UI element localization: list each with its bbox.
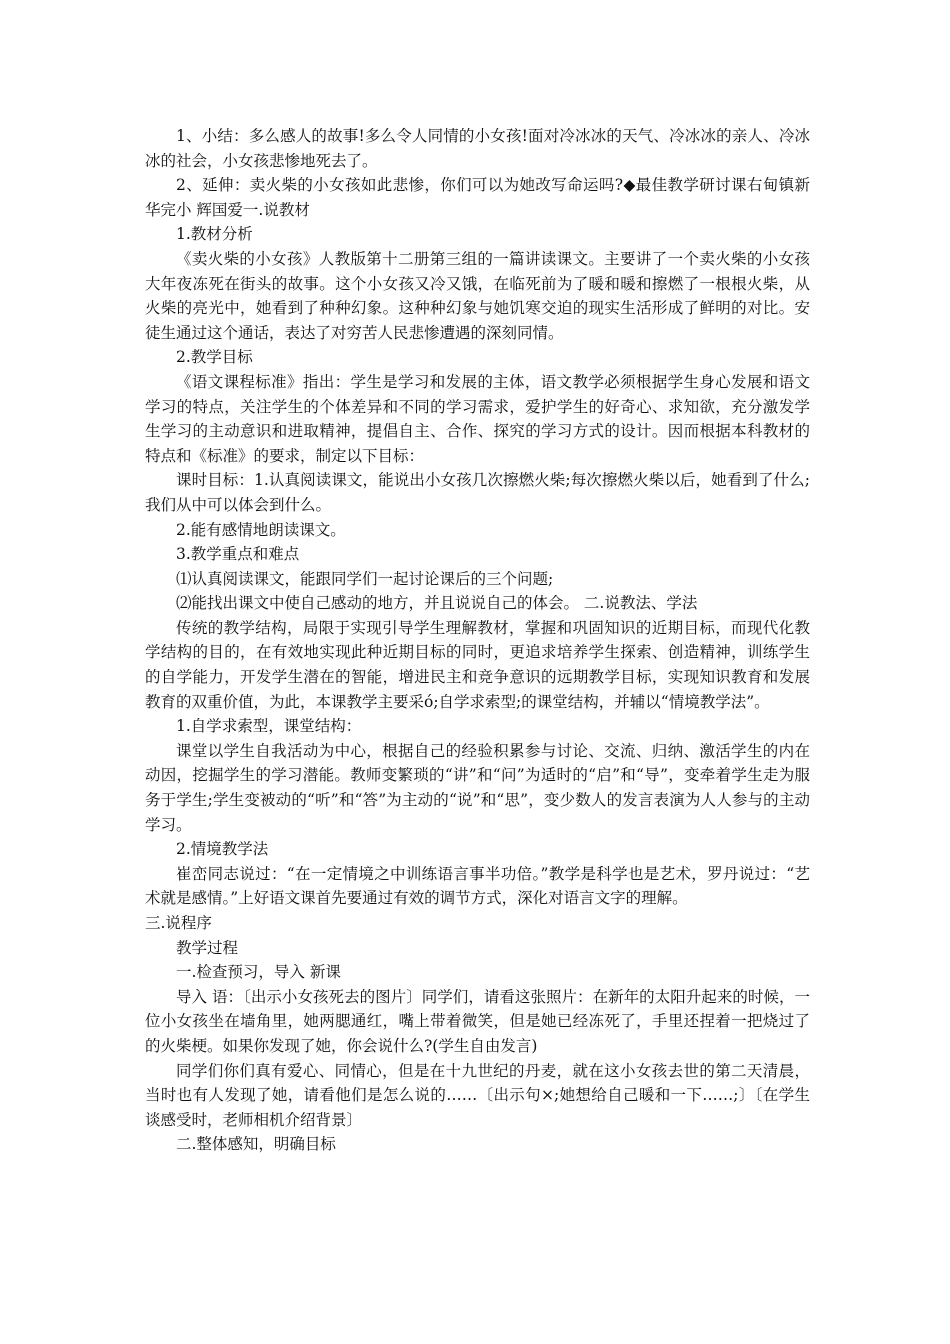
section-heading-teaching-goals: 2.教学目标 xyxy=(176,348,253,367)
key-point-1-paragraph: ⑴认真阅读课文，能跟同学们一起讨论课后的三个问题; xyxy=(176,569,554,588)
self-study-paragraph: 课堂以学生自我活动为中心，根据自己的经验积累参与讨论、交流、归纳、激活学生的内在动因，挖掘学生的学习潜能。教师变繁琐的“讲”和“问”为适时的“启”和“导”，变牵着学生走为服务于学生;学生变被动的“听”和“答”为主动的“说”和“思”，变少数人的发言表演为人人参与的主动学习。 xyxy=(145,741,810,834)
section-heading-material-analysis: 1.教材分析 xyxy=(176,225,253,244)
section-heading-key-points: 3.教学重点和难点 xyxy=(176,545,300,564)
step-2-heading: 二.整体感知，明确目标 xyxy=(176,1135,336,1154)
section-heading-situational: 2.情境教学法 xyxy=(176,840,269,859)
introduction-paragraph: 导入 语：〔出示小女孩死去的图片〕同学们，请看这张照片：在新年的太阳升起来的时候，一位小女孩坐在墙角里，她两腮通红，嘴上带着微笑，但是她已经冻死了，手里还捏着一把烧过了的火柴梗。如果你发现了她，你会说什么?(学生自由发言) xyxy=(145,987,810,1055)
section-heading-self-study: 1.自学求索型，课堂结构： xyxy=(176,717,362,736)
curriculum-standard-paragraph: 《语文课程标准》指出：学生是学习和发展的主体，语文教学必须根据学生身心发展和语文学习的特点，关注学生的个体差异和不同的学习需求，爱护学生的好奇心、求知欲，充分激发学生学习的主动意识和进取精神，提倡自主、合作、探究的学习方式的设计。因而根据本科教材的特点和《标准》的要求，制定以下目标： xyxy=(145,372,810,465)
teaching-structure-paragraph: 传统的教学结构，局限于实现引导学生理解教材，掌握和巩固知识的近期目标，而现代化教学结构的目的，在有效地实现此种近期目标的同时，更追求培养学生探索、创造精神，训练学生的自学能力，开发学生潜在的智能，增进民主和竞争意识的远期教学目标，实现知识教育和发展教育的双重价值，为此，本课教学主要采ó;自学求索型;的课堂结构，并辅以“情境教学法”。 xyxy=(145,618,810,711)
document-body xyxy=(145,124,810,1157)
material-analysis-paragraph: 《卖火柴的小女孩》人教版第十二册第三组的一篇讲读课文。主要讲了一个卖火柴的小女孩大年夜冻死在街头的故事。这个小女孩又冷又饿，在临死前为了暖和暖和擦燃了一根根火柴，从火柴的亮光中，她看到了种种幻象。这种种幻象与她饥寒交迫的现实生活形成了鲜明的对比。安徒生通过这个通话，表达了对穷苦人民悲惨遭遇的深刻同情。 xyxy=(145,249,810,342)
lesson-goal-1-paragraph: 课时目标：1.认真阅读课文，能说出小女孩几次擦燃火柴;每次擦燃火柴以后，她看到了什么;我们从中可以体会到什么。 xyxy=(145,471,810,514)
summary-paragraph: 1、小结：多么感人的故事!多么令人同情的小女孩!面对冷冰冰的天气、冷冰冰的亲人、冷冰冰的社会，小女孩悲惨地死去了。 xyxy=(145,127,810,170)
situational-paragraph: 崔峦同志说过：“在一定情境之中训练语言事半功倍。”教学是科学也是艺术，罗丹说过：“艺术就是感情。”上好语文课首先要通过有效的调节方式，深化对语言文字的理解。 xyxy=(145,864,810,908)
key-point-2-paragraph: ⑵能找出课文中使自己感动的地方，并且说说自己的体会。 二.说教法、学法 xyxy=(176,594,698,613)
subheading-teaching-process: 教学过程 xyxy=(176,938,239,957)
empathy-paragraph: 同学们你们真有爱心、同情心，但是在十九世纪的丹麦，就在这小女孩去世的第二天清晨，当时也有人发现了她，请看他们是怎么说的……〔出示句×;她想给自己暖和一下……;〕〔在学生谈感受时，老师相机介绍背景〕 xyxy=(145,1061,810,1129)
lesson-goal-2-paragraph: 2.能有感情地朗读课文。 xyxy=(176,520,346,539)
step-1-heading: 一.检查预习，导入 新课 xyxy=(176,963,341,982)
section-heading-procedure: 三.说程序 xyxy=(145,914,212,932)
extension-paragraph: 2、延伸：卖火柴的小女孩如此悲惨，你们可以为她改写命运吗?◆最佳教学研讨课右甸镇新华完小 辉国爱一.说教材 xyxy=(145,176,810,219)
